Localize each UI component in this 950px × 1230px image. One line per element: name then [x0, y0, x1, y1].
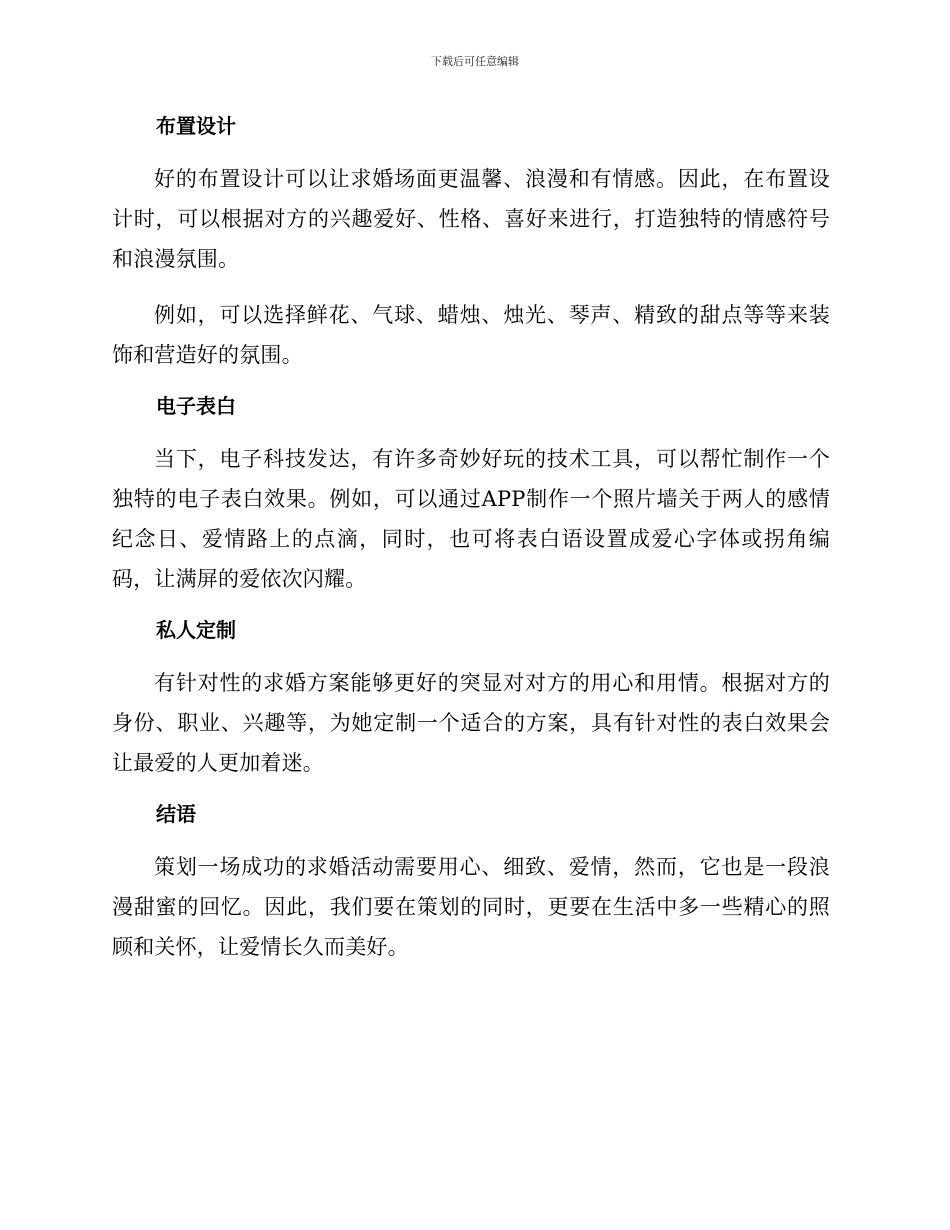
section-heading-electronic-confession: 电子表白	[156, 394, 236, 418]
paragraph-electronic-confession: 当下，电子科技发达，有许多奇妙好玩的技术工具，可以帮忙制作一个独特的电子表白效果。例如，可以通过APP制作一个照片墙关于两人的感情纪念日、爱情路上的点滴，同时，也可将表白语设置成爱心字体或拐角编码，让满屏的爱依次闪耀。	[112, 447, 830, 591]
page-header-note: 下载后可任意编辑	[431, 55, 519, 68]
section-heading-custom-plan: 私人定制	[156, 618, 236, 642]
section-heading-conclusion: 结语	[156, 802, 196, 826]
paragraph-layout-design-intro: 好的布置设计可以让求婚场面更温馨、浪漫和有情感。因此，在布置设计时，可以根据对方的兴趣爱好、性格、喜好来进行，打造独特的情感符号和浪漫氛围。	[112, 167, 830, 271]
paragraph-conclusion: 策划一场成功的求婚活动需要用心、细致、爱情，然而，它也是一段浪漫甜蜜的回忆。因此，我们要在策划的同时，更要在生活中多一些精心的照顾和关怀，让爱情长久而美好。	[112, 855, 830, 959]
section-heading-layout-design: 布置设计	[156, 114, 236, 138]
paragraph-custom-plan: 有针对性的求婚方案能够更好的突显对对方的用心和用情。根据对方的身份、职业、兴趣等，为她定制一个适合的方案，具有针对性的表白效果会让最爱的人更加着迷。	[112, 671, 830, 775]
document-body	[112, 110, 830, 967]
paragraph-layout-design-example: 例如，可以选择鲜花、气球、蜡烛、烛光、琴声、精致的甜点等等来装饰和营造好的氛围。	[112, 303, 830, 367]
